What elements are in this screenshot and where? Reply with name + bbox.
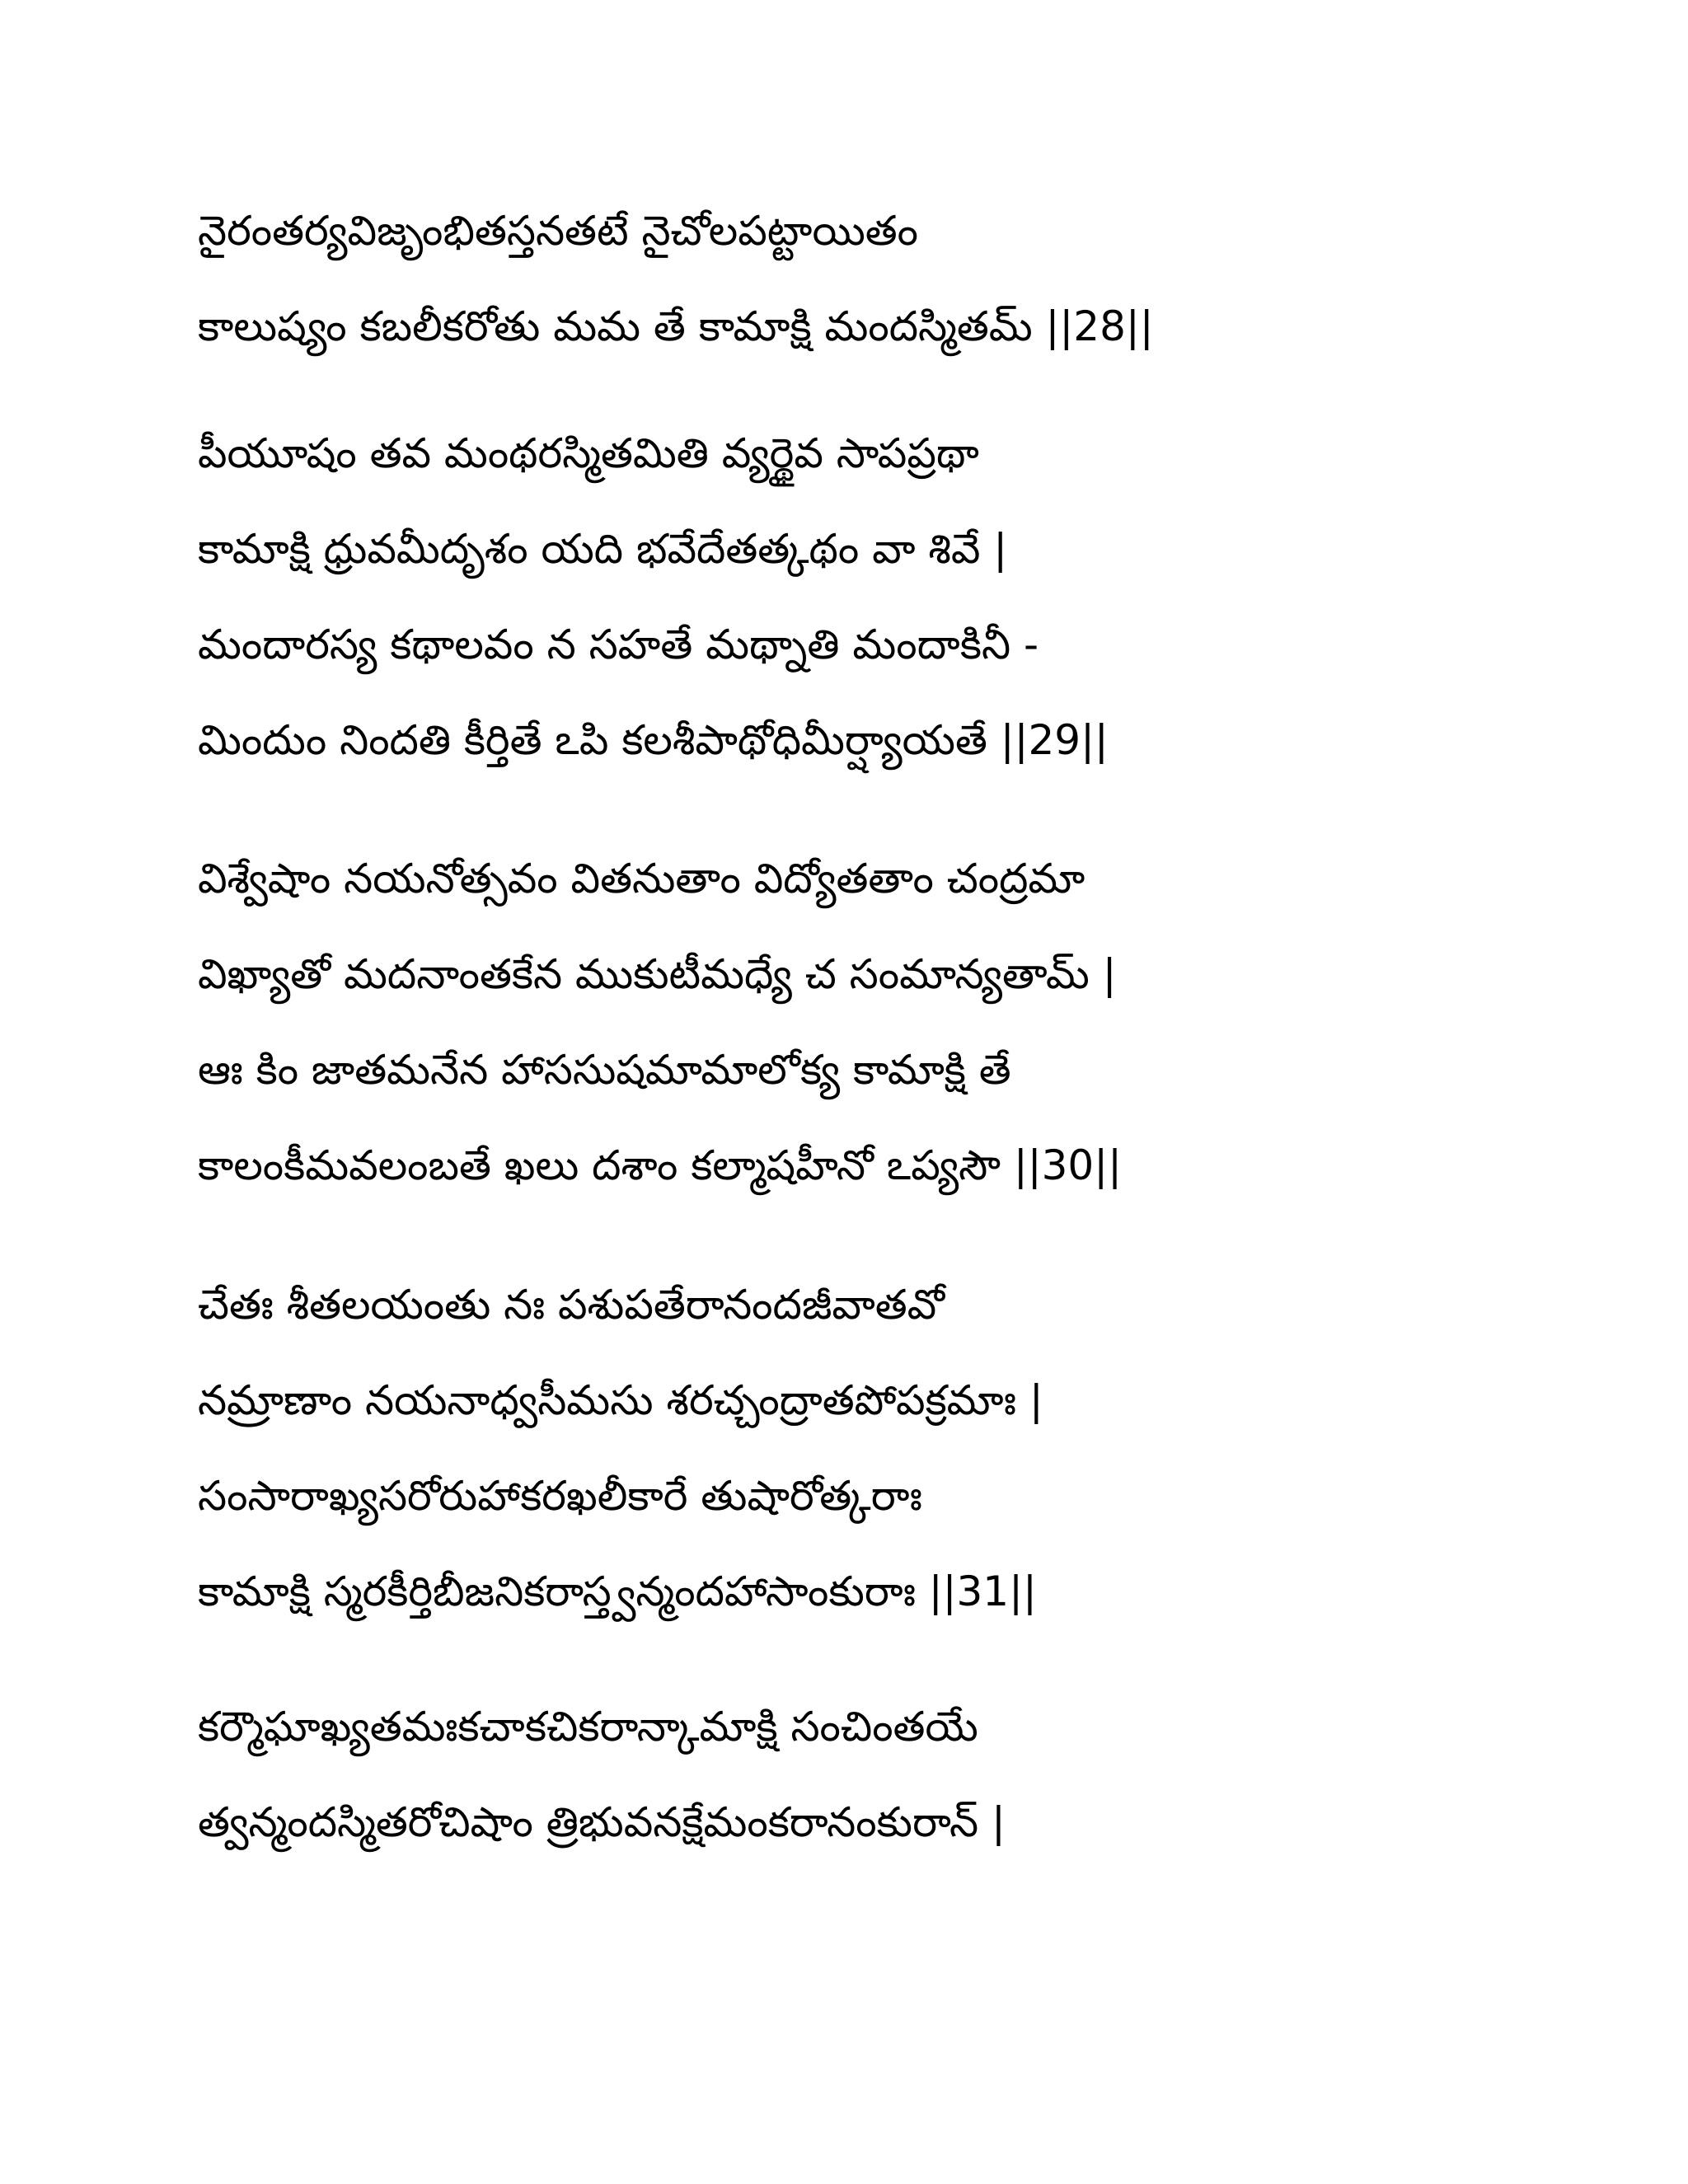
verse-29 (198, 405, 1599, 788)
verse-28 (198, 183, 1599, 374)
verse-line: కామాక్షి స్మరకీర్తిబీజనికరాస్త్వన్మందహాసాంకురాః ||31|| (198, 1568, 1037, 1615)
verse-line: కామాక్షి ధ్రువమీదృశం యది భవేదేతత్కథం వా శివే | (198, 525, 1008, 573)
verse-line: కాలుష్యం కబలీకరోతు మమ తే కామాక్షి మందస్మితమ్ ||28|| (198, 302, 1154, 350)
verse-line: మిందుం నిందతి కీర్తితే ఽపి కలశీపాథోధిమీర్ష్యాయతే ||29|| (198, 716, 1109, 764)
verse-line: ఆః కిం జాతమనేన హాససుషమామాలోక్య కామాక్షి తే (198, 1046, 1011, 1094)
verse-line: నమ్రాణాం నయనాధ్వసీమసు శరచ్చంద్రాతపోపక్రమాః | (198, 1376, 1043, 1424)
verse-31 (198, 1257, 1599, 1639)
verse-line: పీయూషం తవ మంథరస్మితమితి వ్యర్థైవ సాపప్రథా (198, 429, 979, 477)
verse-30 (198, 831, 1599, 1213)
verse-line: కాలంకీమవలంబతే ఖలు దశాం కల్మాషహీనో ఽప్యసౌ ||30|| (198, 1141, 1122, 1189)
verse-line: విశ్వేషాం నయనోత్సవం వితనుతాం విద్యోతతాం చంద్రమా (198, 855, 1085, 902)
verse-32 (198, 1679, 1599, 1870)
verse-line: కర్మౌఘాఖ్యతమఃకచాకచికరాన్కామాక్షి సంచింతయే (198, 1703, 978, 1750)
verse-line: నైరంతర్యవిజృంభితస్తనతటే నైచోలపట్టాయితం (198, 207, 918, 255)
verse-line: చేతః శీతలయంతు నః పశుపతేరానందజీవాతవో (198, 1281, 945, 1329)
verse-line: త్వన్మందస్మితరోచిషాం త్రిభువనక్షేమంకరానంకురాన్ | (198, 1798, 1006, 1846)
verse-line: విఖ్యాతో మదనాంతకేన ముకుటీమధ్యే చ సంమాన్యతామ్ | (198, 950, 1117, 998)
verse-line: మందారస్య కథాలవం న సహతే మథ్నాతి మందాకినీ - (198, 621, 1039, 668)
verse-line: సంసారాఖ్యసరోరుహాకరఖలీకారే తుషారోత్కరాః (198, 1472, 922, 1520)
